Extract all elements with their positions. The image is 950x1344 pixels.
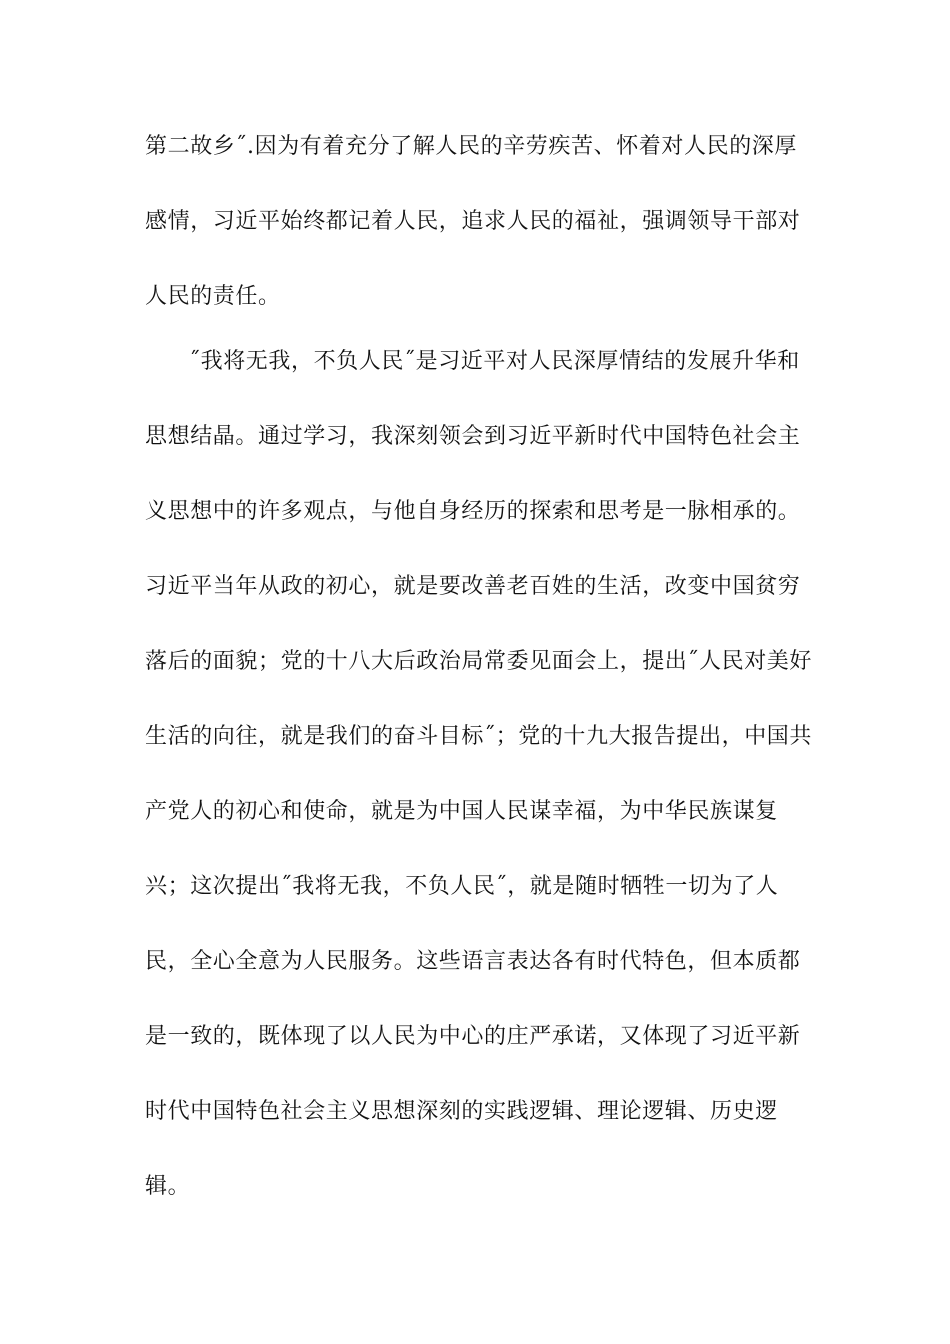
text-line-2: 感情，习近平始终都记着人民，追求人民的福祉，强调领导干部对	[145, 209, 801, 234]
text-line-6: 义思想中的许多观点，与他自身经历的探索和思考是一脉相承的。	[145, 499, 801, 524]
text-line-14: 时代中国特色社会主义思想深刻的实践逻辑、理论逻辑、历史逻	[145, 1099, 778, 1124]
text-line-15: 辑。	[145, 1174, 191, 1199]
paragraph-2-first-line: ˝我将无我，不负人民˝是习近平对人民深厚情结的发展升华和	[189, 349, 800, 374]
text-line-1: 第二故乡˝.因为有着充分了解人民的辛劳疾苦、怀着对人民的深厚	[145, 134, 797, 159]
text-line-9: 生活的向往，就是我们的奋斗目标˝；党的十九大报告提出，中国共	[145, 724, 813, 749]
text-line-7: 习近平当年从政的初心，就是要改善老百姓的生活，改变中国贫穷	[145, 574, 801, 599]
text-line-12: 民，全心全意为人民服务。这些语言表达各有时代特色，但本质都	[145, 949, 801, 974]
text-line-5: 思想结晶。通过学习，我深刻领会到习近平新时代中国特色社会主	[145, 424, 801, 449]
text-line-11: 兴；这次提出˝我将无我，不负人民˝，就是随时牺牲一切为了人	[145, 874, 779, 899]
text-line-8: 落后的面貌；党的十八大后政治局常委见面会上，提出˝人民对美好	[145, 649, 813, 674]
text-line-13: 是一致的，既体现了以人民为中心的庄严承诺，又体现了习近平新	[145, 1024, 801, 1049]
text-line-10: 产党人的初心和使命，就是为中国人民谋幸福，为中华民族谋复	[145, 799, 778, 824]
text-line-3: 人民的责任。	[145, 284, 281, 309]
